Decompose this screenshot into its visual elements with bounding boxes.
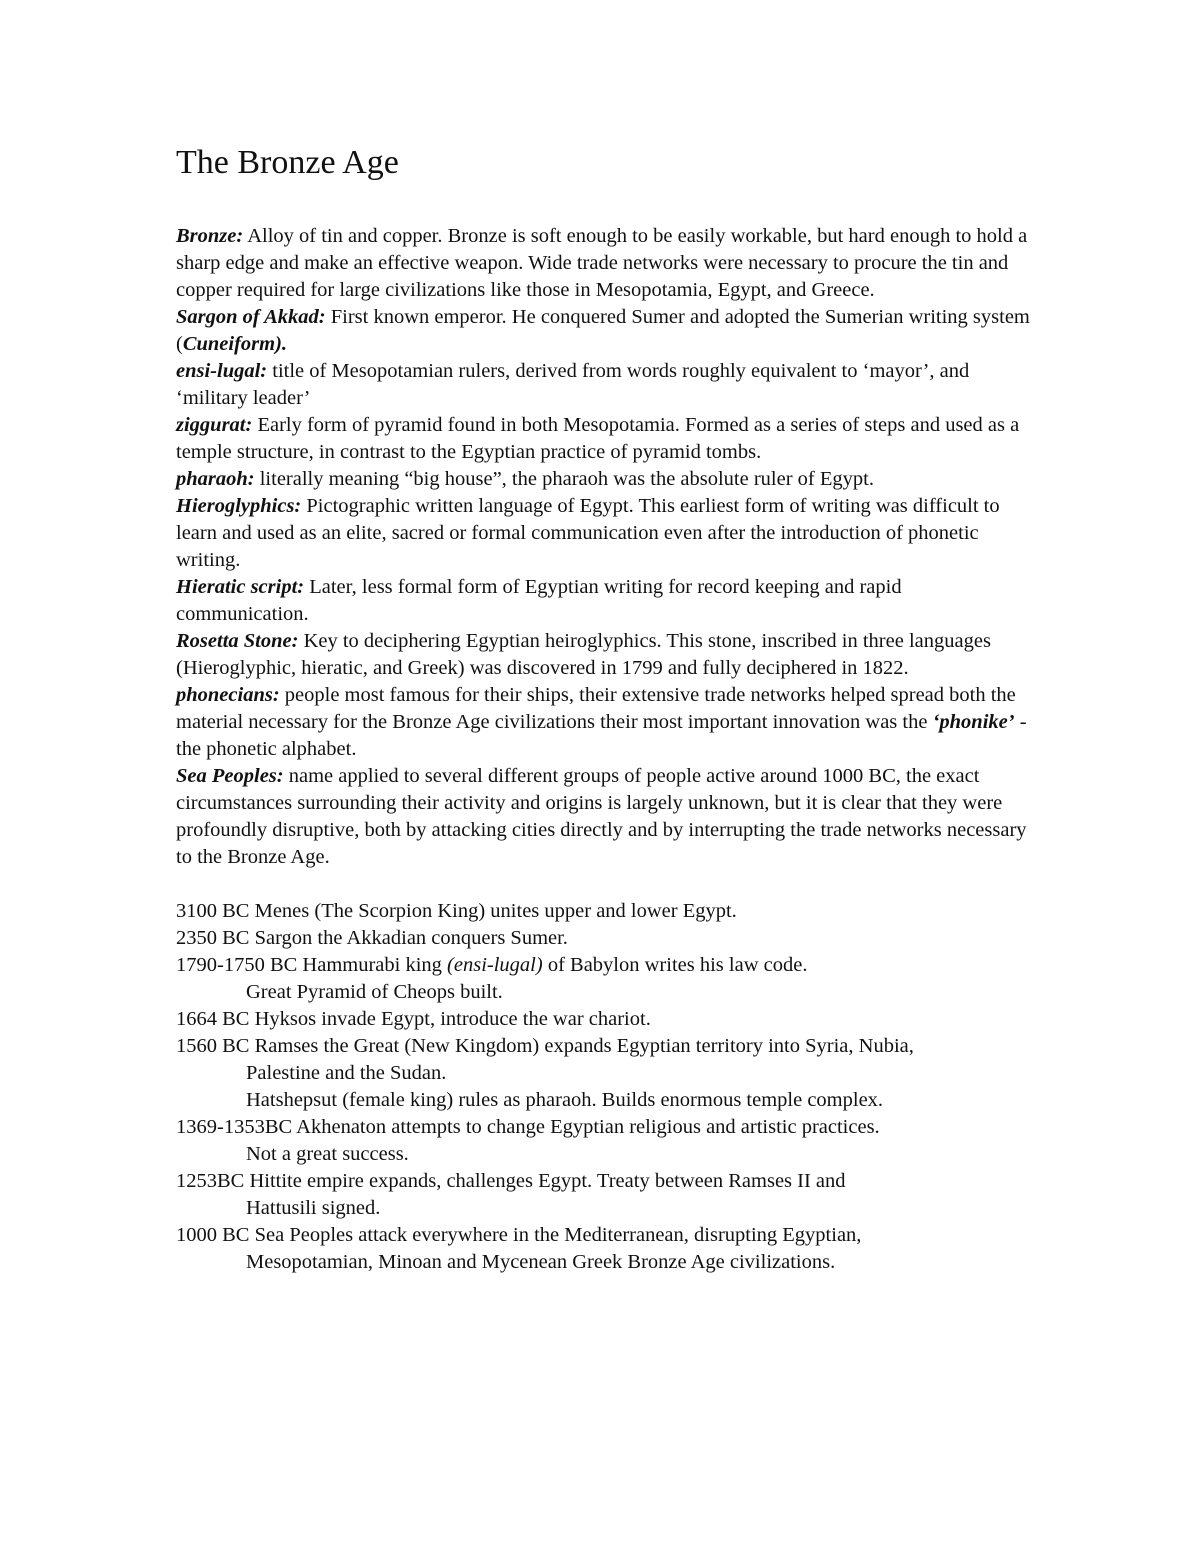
glossary-entry-sargon	[176, 304, 1036, 358]
timeline-entry-continuation: Not a great success.	[246, 1143, 409, 1165]
glossary-term: Sea Peoples:	[176, 765, 284, 787]
glossary-term: Bronze:	[176, 225, 244, 247]
glossary-definition: Pictographic written language of Egypt. This earliest form of writing was difficult to learn and used as an elite, sacred or formal communication even after the introduction of phonetic writing.	[176, 495, 1000, 571]
timeline-entry-continuation: Great Pyramid of Cheops built.	[246, 981, 503, 1003]
glossary-definition: literally meaning “big house”, the pharaoh was the absolute ruler of Egypt.	[254, 468, 874, 490]
timeline-entry-continuation: Mesopotamian, Minoan and Mycenean Greek Bronze Age civilizations.	[246, 1251, 836, 1273]
glossary-entry-pharaoh	[176, 466, 1036, 493]
timeline	[176, 898, 1036, 1276]
glossary	[176, 223, 1036, 871]
glossary-term: Sargon of Akkad:	[176, 306, 326, 328]
glossary-entry-hieratic-script	[176, 574, 1036, 628]
glossary-term: Hieratic script:	[176, 576, 305, 598]
glossary-entry-ziggurat	[176, 412, 1036, 466]
glossary-emphasis: Cuneiform).	[182, 333, 288, 355]
timeline-entry: 1000 BC Sea Peoples attack everywhere in the Mediterranean, disrupting Egyptian,	[176, 1224, 862, 1246]
timeline-entry-continuation: Palestine and the Sudan.	[246, 1062, 447, 1084]
glossary-entry-sea-peoples	[176, 763, 1036, 871]
glossary-definition: Key to deciphering Egyptian heiroglyphics. This stone, inscribed in three languages (Hieroglyphic, hieratic, and Greek) was discovered in 1799 and fully deciphered in 1822.	[176, 630, 991, 679]
timeline-entry: 1253BC Hittite empire expands, challenges Egypt. Treaty between Ramses II and	[176, 1170, 846, 1192]
glossary-term: pharaoh:	[176, 468, 255, 490]
timeline-entry: 2350 BC Sargon the Akkadian conquers Sumer.	[176, 927, 568, 949]
glossary-term: ensi-lugal:	[176, 360, 268, 382]
timeline-entry: 3100 BC Menes (The Scorpion King) unites upper and lower Egypt.	[176, 900, 737, 922]
timeline-entry: 1369-1353BC Akhenaton attempts to change Egyptian religious and artistic practices.	[176, 1116, 880, 1138]
glossary-definition: people most famous for their ships, their extensive trade networks helped spread both the material necessary for the Bronze Age civilizations their most important innovation was the	[176, 684, 1016, 733]
glossary-term: phonecians:	[176, 684, 280, 706]
timeline-entry: 1664 BC Hyksos invade Egypt, introduce the war chariot.	[176, 1008, 651, 1030]
glossary-definition: Later, less formal form of Egyptian writing for record keeping and rapid communication.	[176, 576, 902, 625]
glossary-definition: title of Mesopotamian rulers, derived from words roughly equivalent to ‘mayor’, and ‘military leader’	[176, 360, 970, 409]
timeline-entry-continuation: Hattusili signed.	[246, 1197, 381, 1219]
glossary-entry-phonecians	[176, 682, 1036, 763]
timeline-entry	[176, 952, 1036, 979]
timeline-entry-continuation: Hatshepsut (female king) rules as pharaoh. Builds enormous temple complex.	[246, 1089, 884, 1111]
timeline-text: 1790-1750 BC Hammurabi king	[176, 954, 448, 976]
glossary-definition: First known emperor. He conquered Sumer and adopted the Sumerian writing system (	[176, 306, 1030, 355]
timeline-entry: 1560 BC Ramses the Great (New Kingdom) expands Egyptian territory into Syria, Nubia,	[176, 1035, 914, 1057]
glossary-entry-ensi-lugal	[176, 358, 1036, 412]
glossary-term: ziggurat:	[176, 414, 253, 436]
glossary-definition: Early form of pyramid found in both Mesopotamia. Formed as a series of steps and used as a temple structure, in contrast to the Egyptian practice of pyramid tombs.	[176, 414, 1020, 463]
glossary-entry-hieroglyphics	[176, 493, 1036, 574]
timeline-italic-text: (ensi-lugal)	[447, 954, 543, 976]
glossary-definition: Alloy of tin and copper. Bronze is soft enough to be easily workable, but hard enough to hold a sharp edge and make an effective weapon. Wide trade networks were necessary to procure the tin and copper required for large civilizations like those in Mesopotamia, Egypt, and Greece.	[176, 225, 1028, 301]
glossary-entry-rosetta-stone	[176, 628, 1036, 682]
glossary-emphasis: ‘phonike’	[932, 711, 1015, 733]
glossary-term: Rosetta Stone:	[176, 630, 299, 652]
document-content	[176, 143, 1036, 1276]
page-title: The Bronze Age	[176, 144, 399, 181]
glossary-entry-bronze	[176, 223, 1036, 304]
glossary-definition-tail: -the phonetic alphabet.	[176, 711, 1027, 760]
glossary-term: Hieroglyphics:	[176, 495, 302, 517]
timeline-text: of Babylon writes his law code.	[542, 954, 808, 976]
glossary-definition: name applied to several different groups of people active around 1000 BC, the exact circumstances surrounding their activity and origins is largely unknown, but it is clear that they were profoundly disruptive, both by attacking cities directly and by interrupting the trade networks necessary to the Bronze Age.	[176, 765, 1027, 868]
